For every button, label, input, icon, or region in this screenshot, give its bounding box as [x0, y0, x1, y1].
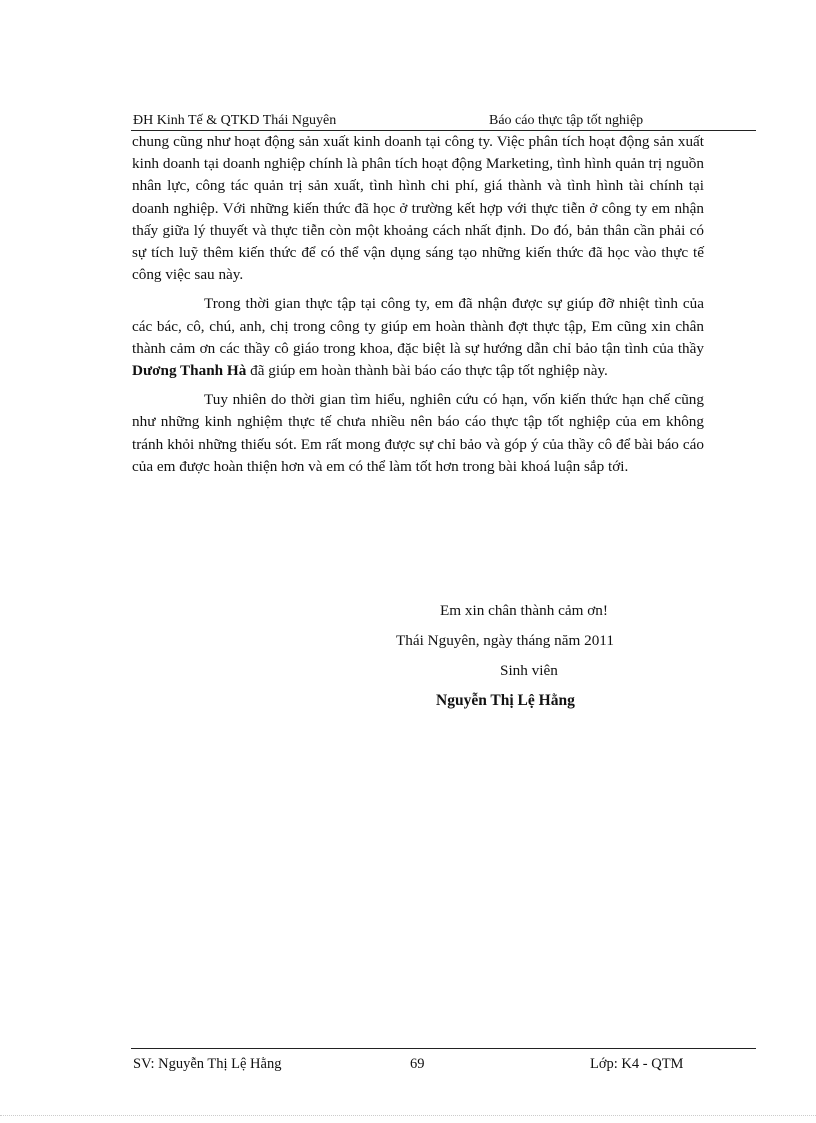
page-header — [131, 112, 756, 131]
paragraph-2-text-before: Trong thời gian thực tập tại công ty, em đã nhận được sự giúp đỡ nhiệt tình của các bác, cô, chú, anh, chị trong công ty giúp em hoàn thành đợt thực tập, Em cũng xin chân thành cảm ơn các thầy cô giáo trong khoa, đặc biệt là sự hướng dẫn chỉ bảo tận tình của thầy — [132, 295, 704, 357]
paragraph-3: Tuy nhiên do thời gian tìm hiểu, nghiên cứu có hạn, vốn kiến thức hạn chế cũng như những kinh nghiệm thực tế chưa nhiều nên báo cáo thực tập tốt nghiệp của em không tránh khỏi những thiếu sót. Em rất mong được sự chỉ bảo và góp ý của thầy cô để bài báo cáo của em được hoàn thiện hơn và em có thể làm tốt hơn trong bài khoá luận sắp tới. — [132, 391, 704, 475]
header-report-title: Báo cáo thực tập tốt nghiệp — [489, 113, 644, 128]
paragraph-1: chung cũng như hoạt động sản xuất kinh doanh tại công ty. Việc phân tích hoạt động sản xuất kinh doanh tại doanh nghiệp chính là phân tích hoạt động Marketing, tình hình quản trị nguồn nhân lực, công tác quản trị sản xuất, tình hình chi phí, giá thành và tình hình tài chính tại doanh nghiệp. Với những kiến thức đã học ở trường kết hợp với thực tiễn ở công ty em nhận thấy giữa lý thuyết và thực tiễn còn một khoảng cách nhất định. Do đó, bản thân cần phải có sự tích luỹ thêm kiến thức để có thể vận dụng sáng tạo những kiến thức đã học vào thực tế công việc sau này. — [132, 133, 704, 284]
paragraph-2 — [132, 293, 704, 382]
signature-place-date: Thái Nguyên, ngày tháng năm 2011 — [396, 632, 614, 649]
signature-role: Sinh viên — [500, 662, 558, 679]
footer-page-number: 69 — [410, 1056, 425, 1072]
body-text — [132, 131, 704, 485]
footer-class: Lớp: K4 - QTM — [590, 1056, 684, 1072]
footer-student: SV: Nguyễn Thị Lệ Hằng — [133, 1056, 282, 1072]
page-bottom-divider — [0, 1115, 816, 1116]
signature-thanks: Em xin chân thành cảm ơn! — [440, 602, 608, 619]
supervisor-name: Dương Thanh Hà — [132, 362, 247, 380]
page-footer — [131, 1048, 756, 1071]
signature-block — [380, 596, 700, 716]
header-institution: ĐH Kinh Tế & QTKD Thái Nguyên — [133, 113, 337, 128]
paragraph-2-text-after: đã giúp em hoàn thành bài báo cáo thực tập tốt nghiệp này. — [246, 362, 608, 380]
signature-name: Nguyễn Thị Lệ Hằng — [436, 692, 575, 709]
